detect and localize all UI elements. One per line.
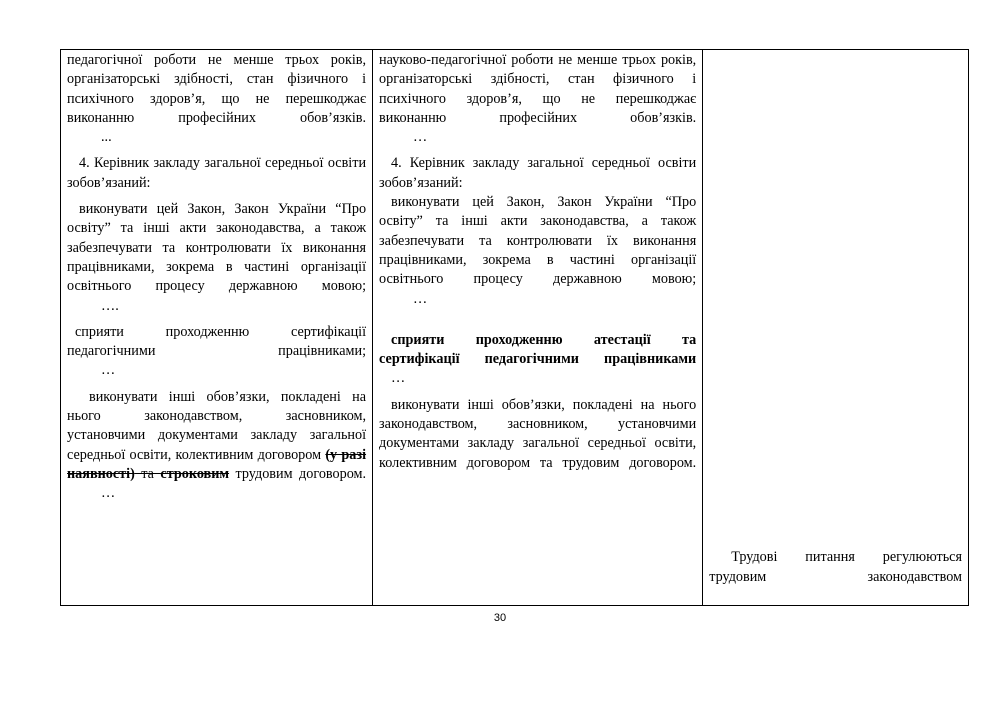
duty-paragraph: виконувати цей Закон, Закон України “Про освіту” та інші акти законодавства, а також забезпечувати та контролювати їх виконання працівниками, зокрема в частині організації освітнього процесу державною мовою; <box>379 194 697 288</box>
duty-paragraph: виконувати цей Закон, Закон України “Про освіту” та інші акти законодавства, а також забезпечувати та контролювати їх виконання працівниками, зокрема в частині організації освітнього процесу державною мовою; <box>67 201 367 295</box>
ellipsis: … <box>101 362 116 379</box>
duty-paragraph: виконувати інші обов’язки, покладені на нього законодавством, засновником, установчими документами закладу загальної середньої освіти, колективним договором та трудовим договором. <box>379 396 697 471</box>
duty-text: виконувати інші обов’язки, покладені на нього законодавством, засновником, установчими документами закладу загальної середньої освіти, колективним договором <box>67 388 367 463</box>
current-text-column <box>61 50 373 606</box>
duty-paragraph: сприяти проходженню сертифікації педагогічними працівниками; <box>67 323 367 360</box>
ellipsis: …. <box>101 297 119 314</box>
table-row <box>61 50 969 606</box>
page-number: 30 <box>493 612 507 624</box>
struck-text: строковим <box>160 465 230 482</box>
duty-text: трудовим договором. <box>229 465 367 482</box>
duty-paragraph <box>67 388 366 484</box>
clause-4-paragraph: 4. Керівник закладу загальної середньої освіти зобов’язаний: <box>379 155 697 191</box>
comment-column <box>703 50 969 606</box>
ellipsis: … <box>101 485 116 502</box>
ellipsis: … <box>413 129 428 146</box>
proposed-text-column <box>373 50 703 606</box>
intro-paragraph: педагогічної роботи не менше трьох років, організаторські здібності, стан фізичного і психічного здоров’я, що не перешкоджає виконанню професійних обов’язків. <box>67 52 367 126</box>
bold-duty-paragraph: сприяти проходженню атестації та сертифікації педагогічними працівниками <box>379 331 697 368</box>
ellipsis: ... <box>101 129 112 146</box>
ellipsis: … <box>413 290 428 307</box>
clause-4-paragraph: 4. Керівник закладу загальної середньої освіти зобов’язаний: <box>67 155 367 191</box>
comment-paragraph: Трудові питання регулюються трудовим законодавством <box>709 549 962 585</box>
ellipsis: … <box>391 370 406 387</box>
comparison-table <box>60 49 969 606</box>
intro-paragraph: науково-педагогічної роботи не менше трьох років, організаторські здібності, стан фізичного і психічного здоров’я, що не перешкоджає виконанню професійних обов’язків. <box>379 52 697 126</box>
struck-text: (у разі наявності) <box>67 446 367 482</box>
struck-text: та <box>134 465 161 482</box>
